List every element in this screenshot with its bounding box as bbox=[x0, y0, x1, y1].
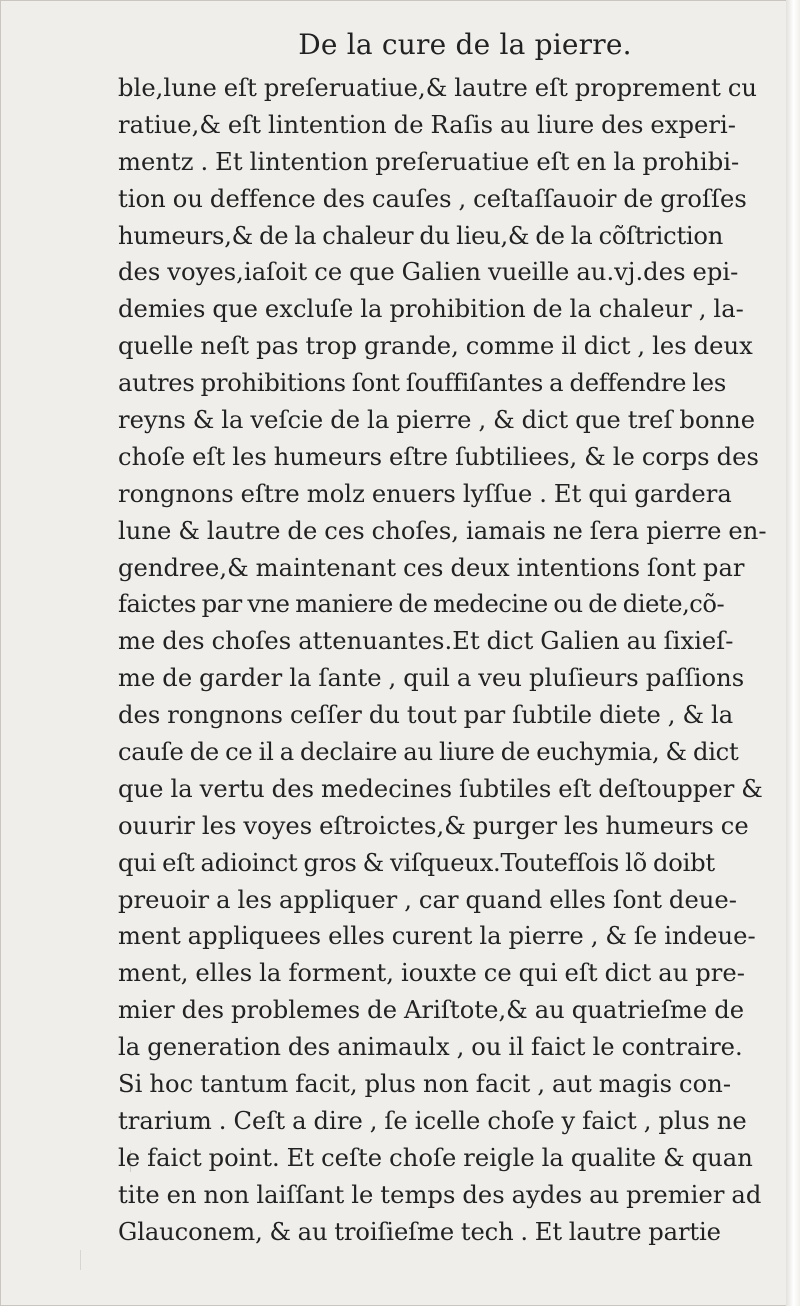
text-line: autres prohibitions ſont ſouffiſantes a deffendre les bbox=[118, 369, 727, 398]
text-line: faictes par vne maniere de medecine ou de diete,cõ- bbox=[118, 590, 725, 619]
text-line: quelle neſt pas trop grande, comme il dict , les deux bbox=[118, 332, 753, 361]
text-line: lune & lautre de ces choſes, iamais ne ſera pierre en- bbox=[118, 516, 767, 545]
text-line: tion ou deffence des cauſes , ceſtaſſauoir de groſſes bbox=[118, 184, 747, 213]
text-line: la generation des animaulx , ou il faict le contraire. bbox=[118, 1033, 743, 1062]
text-line: des voyes,iaſoit ce que Galien vueille au.vj.des epi- bbox=[118, 258, 739, 287]
text-line: gendree,& maintenant ces deux intentions ſont par bbox=[118, 553, 745, 582]
text-line: humeurs,& de la chaleur du lieu,& de la cõſtriction bbox=[118, 221, 724, 250]
text-line: mier des problemes de Ariſtote,& au quatrieſme de bbox=[118, 996, 745, 1025]
text-line: preuoir a les appliquer , car quand elles ſont deue- bbox=[118, 885, 738, 914]
text-line: des rongnons ceſſer du tout par ſubtile diete , & la bbox=[118, 701, 734, 730]
text-line: Glauconem, & au troiſieſme tech . Et lautre partie bbox=[118, 1217, 721, 1246]
text-line: que la vertu des medecines ſubtiles eſt deſtoupper & bbox=[118, 774, 763, 803]
text-line: ratiue,& eſt lintention de Raſis au liure des experi- bbox=[118, 110, 736, 139]
page-mark bbox=[130, 1150, 136, 1172]
page-mark bbox=[80, 1250, 85, 1270]
text-line: reyns & la veſcie de la pierre , & dict que treſ bonne bbox=[118, 406, 756, 435]
text-block bbox=[118, 28, 770, 1251]
text-line: rongnons eſtre molz enuers lyſſue . Et qui gardera bbox=[118, 479, 732, 508]
text-line: cauſe de ce il a declaire au liure de euchymia, & dict bbox=[118, 738, 739, 767]
running-head: De la cure de la pierre. bbox=[298, 28, 632, 61]
text-line: me des choſes attenuantes.Et dict Galien au ſixieſ- bbox=[118, 627, 734, 656]
text-line: demies que excluſe la prohibition de la chaleur , la- bbox=[118, 295, 744, 324]
text-line: Si hoc tantum facit, plus non facit , aut magis con- bbox=[118, 1070, 732, 1099]
text-line: ment, elles la forment, iouxte ce qui eſt dict au pre- bbox=[118, 959, 746, 988]
text-line: ble,lune eſt preſeruatiue,& lautre eſt proprement cu bbox=[118, 74, 758, 102]
text-line: qui eſt adioinct gros & viſqueux.Toutefſois lõ doibt bbox=[118, 848, 715, 877]
text-line: choſe eſt les humeurs eſtre ſubtiliees, & le corps des bbox=[118, 442, 759, 471]
text-line: ouurir les voyes eſtroictes,& purger les humeurs ce bbox=[118, 811, 749, 840]
text-line: me de garder la ſante , quil a veu pluſieurs paſſions bbox=[118, 664, 745, 693]
text-line: mentz . Et lintention preſeruatiue eſt en la prohibi- bbox=[118, 147, 740, 176]
text-line: tite en non laiſſant le temps des aydes au premier ad bbox=[118, 1180, 762, 1209]
text-line: le faict point. Et ceſte choſe reigle la qualite & quan bbox=[118, 1143, 753, 1172]
text-line: ment appliquees elles curent la pierre , & ſe indeue- bbox=[118, 922, 756, 951]
page-edge bbox=[786, 0, 800, 1306]
text-line: trarium . Ceſt a dire , ſe icelle choſe y faict , plus ne bbox=[118, 1106, 747, 1135]
